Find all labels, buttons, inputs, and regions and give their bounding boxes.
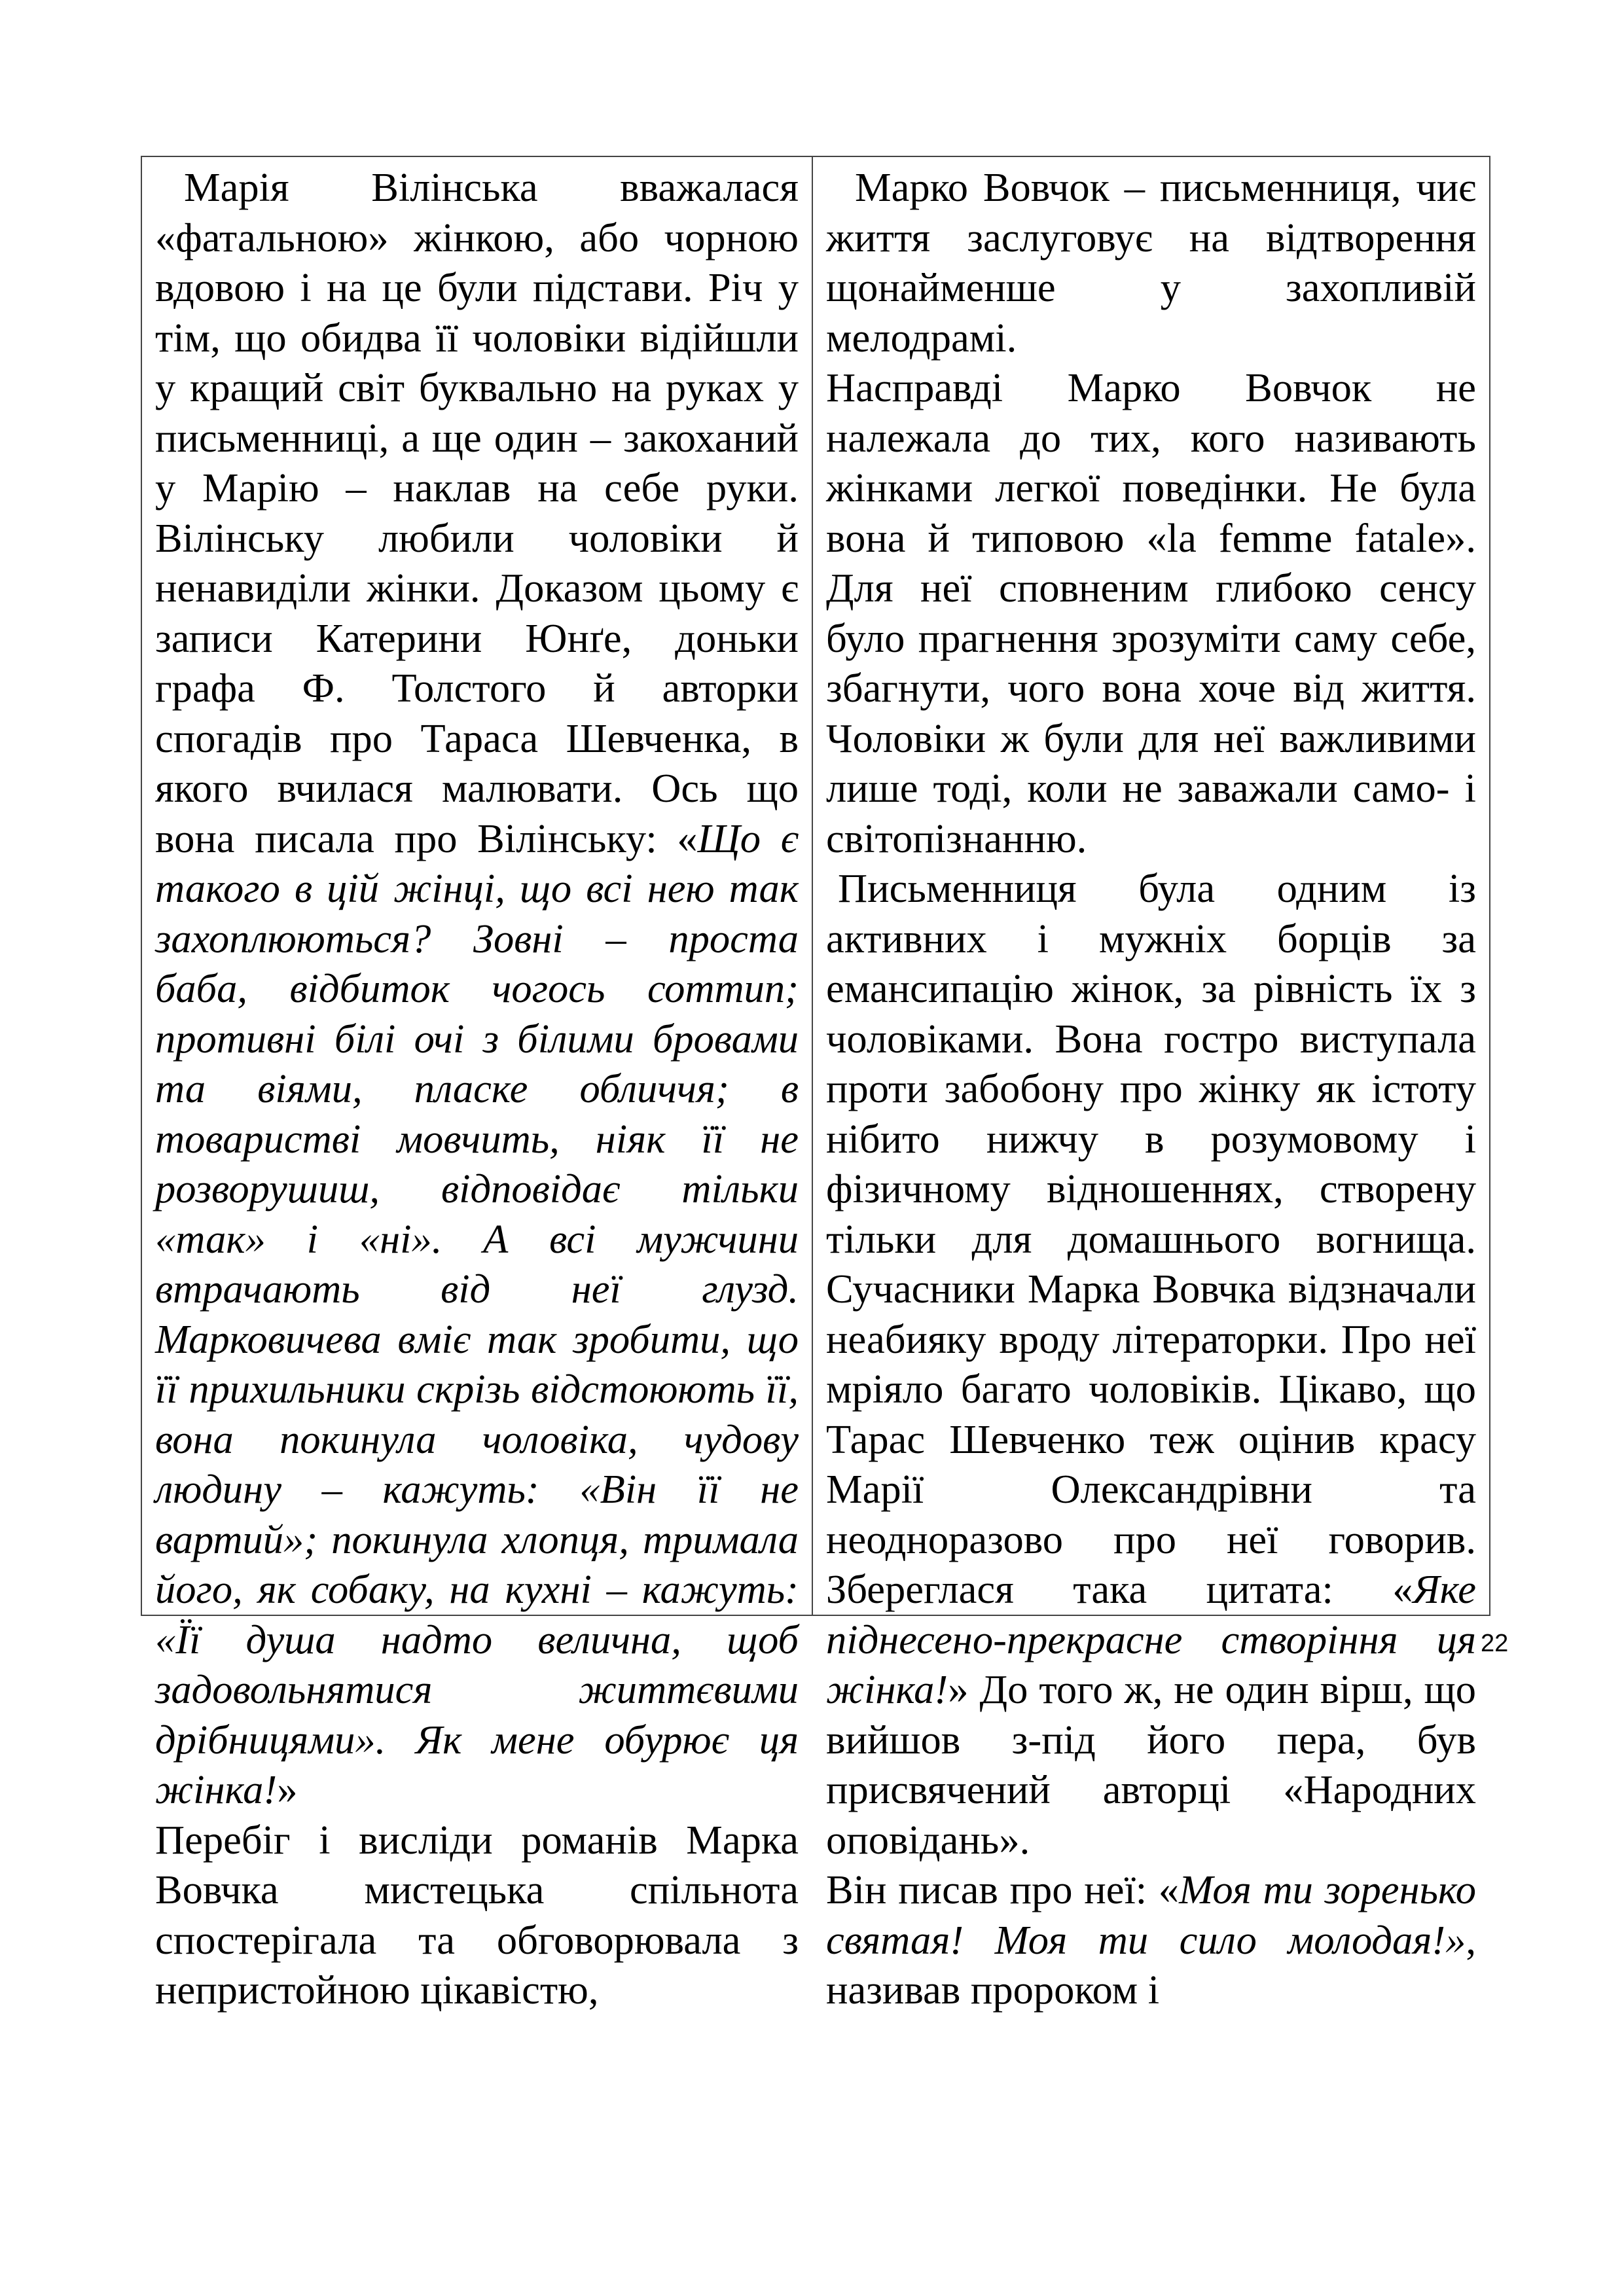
two-column-text-table xyxy=(141,156,1490,2013)
right-paragraph-4-lead: Він писав про неї: « xyxy=(826,1867,1180,1912)
left-column xyxy=(142,157,813,2013)
quote-close-mark: » xyxy=(277,1767,298,1812)
right-paragraph-3 xyxy=(826,863,1476,1865)
right-paragraph-2: Насправді Марко Вовчок не належала до тих, кого називають жінками легкої поведінки. Не була вона й типовою «la femme fatale». Для неї сповненим глибоко сенсу було прагнення зрозуміти саму себе, збагнути, чого вона хоче від життя. Чоловіки ж були для неї важливими лише тоді, коли не заважали само- і світопізнанню. xyxy=(826,365,1476,861)
left-paragraph-1 xyxy=(155,162,799,1815)
right-paragraph-4-tail: , називав пророком і xyxy=(826,1916,1476,2013)
page-number: 22 xyxy=(1481,1630,1509,1657)
right-paragraph-4 xyxy=(826,1865,1476,2015)
katerina-junge-quote: Що є такого в цій жінці, що всі нею так захоплюються? Зовні – проста баба, відбиток чогось соттип; противні білі очі з білими бровами та віями, пласке обличчя; в товаристві мовчить, ніяк її не розворушиш, відповідає тільки «так» і «ні». А всі мужчини втрачають від неї глузд. Марковичева вміє так зробити, що її прихильники скрізь відстоюють її, вона покинула чоловіка, чудову людину – кажуть: «Він її не вартий»; покинула хлопця, тримала його, як собаку, на кухні – кажуть: «Її душа надто велична, щоб задовольнятися життєвими дрібницями». Як мене обурює ця жінка! xyxy=(155,815,799,1812)
poem-quote: Моя ти зоренько святая! Моя ти сило молодая!» xyxy=(826,1867,1476,1963)
right-paragraph-3-text: Письменниця була одним із активних і мужніх борців за емансипацію жінок, за рівність їх з чоловіками. Вона гостро виступала проти забобону про жінку як істоту нібито нижчу в розумовому і фізичному відношеннях, створену тільки для домашнього вогнища. Сучасники Марка Вовчка відзначали неабияку вроду літераторки. Про неї мріяло багато чоловіків. Цікаво, що Тарас Шевченко теж оцінив красу Марії Олександрівни та неодноразово про неї говорив. Збереглася така цитата: « xyxy=(826,865,1476,1612)
right-column xyxy=(813,157,1489,2013)
shevchenko-quote: Яке піднесено-прекрасне створіння ця жінка! xyxy=(826,1566,1476,1712)
left-paragraph-2: Перебіг і висліди романів Марка Вовчка мистецька спільнота спостерігала та обговорювала з непристойною цікавістю, xyxy=(155,1816,799,2013)
left-paragraph-1-text: Марія Вілінська вважалася «фатальною» жінкою, або чорною вдовою і на це були підстави. Річ у тім, що обидва її чоловіки відійшли у кращий світ буквально на руках у письменниці, а ще один – закоханий у Марію – наклав на себе руки. Вілінську любили чоловіки й ненавиділи жінки. Доказом цьому є записи Катерини Юнґе, доньки графа Ф. Толстого й авторки спогадів про Тараса Шевченка, в якого вчилася малювати. Ось що вона писала про Вілінську: « xyxy=(155,164,799,861)
right-paragraph-3-tail: » До того ж, не один вірш, що вийшов з-під його пера, був присвячений авторці «Народних оповідань». xyxy=(826,1666,1476,1863)
right-paragraph-1: Марко Вовчок – письменниця, чиє життя заслуговує на відтворення щонайменше у захопливій мелодрамі. xyxy=(826,164,1476,361)
